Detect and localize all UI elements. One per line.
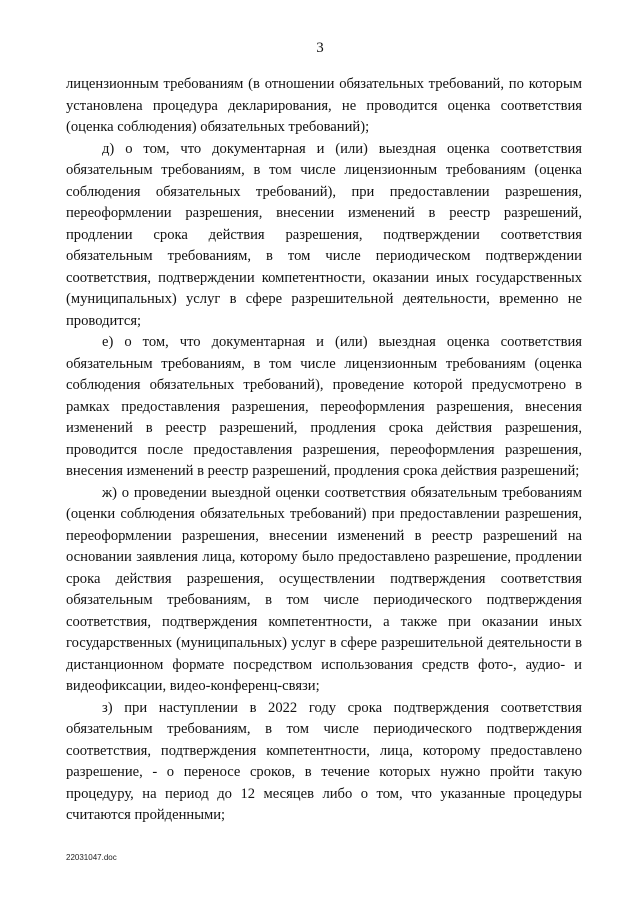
body-text: [66, 74, 582, 827]
footer-file-code: 22031047.doc: [66, 853, 117, 862]
paragraph-zh: ж) о проведении выездной оценки соответствия обязательным требованиям (оценки соблюдения обязательных требований) при предоставлении разрешения, переоформлении разрешения, внесении изменений в реестр разрешений на основании заявления лица, которому было предоставлено разрешение, продлении срока действия разрешения, осуществлении подтверждения соответствия обязательным требованиям, в том числе периодического подтверждения соответствия, подтверждения компетентности, а также при оказании иных государственных (муниципальных) услуг в сфере разрешительной деятельности в дистанционном формате посредством использования средств фото-, аудио- и видеофиксации, видео-конференц-связи;: [66, 484, 582, 694]
paragraph-d: д) о том, что документарная и (или) выездная оценка соответствия обязательным требованиям, в том числе лицензионным требованиям (оценка соблюдения обязательных требований), при предоставлении разрешения, переоформлении разрешения, внесении изменений в реестр разрешений, продлении срока действия разрешения, подтверждении соответствия обязательным требованиям, в том числе периодическом подтверждении соответствия, подтверждении компетентности, оказании иных государственных (муниципальных) услуг в сфере разрешительной деятельности, временно не проводится;: [66, 140, 582, 329]
paragraph-z: з) при наступлении в 2022 году срока подтверждения соответствия обязательным требованиям, в том числе периодического подтверждения соответствия, подтверждения компетентности, лица, которому предоставлено разрешение, - о переносе сроков, в течение которых нужно пройти такую процедуру, на период до 12 месяцев либо о том, что указанные процедуры считаются пройденными;: [66, 699, 582, 823]
page-number: 3: [316, 40, 324, 56]
paragraph-e: е) о том, что документарная и (или) выездная оценка соответствия обязательным требованиям, в том числе лицензионным требованиям (оценка соблюдения обязательных требований), проведение которой предусмотрено в рамках предоставления разрешения, переоформления разрешения, внесения изменений в реестр разрешений, продления срока действия разрешения, проводится после предоставления разрешения, переоформления разрешения, внесения изменений в реестр разрешений, продления срока действия разрешений;: [66, 334, 582, 479]
paragraph-continuation: лицензионным требованиям (в отношении обязательных требований, по которым установлена процедура декларирования, не проводится оценка соответствия (оценка соблюдения) обязательных требований);: [66, 76, 582, 135]
